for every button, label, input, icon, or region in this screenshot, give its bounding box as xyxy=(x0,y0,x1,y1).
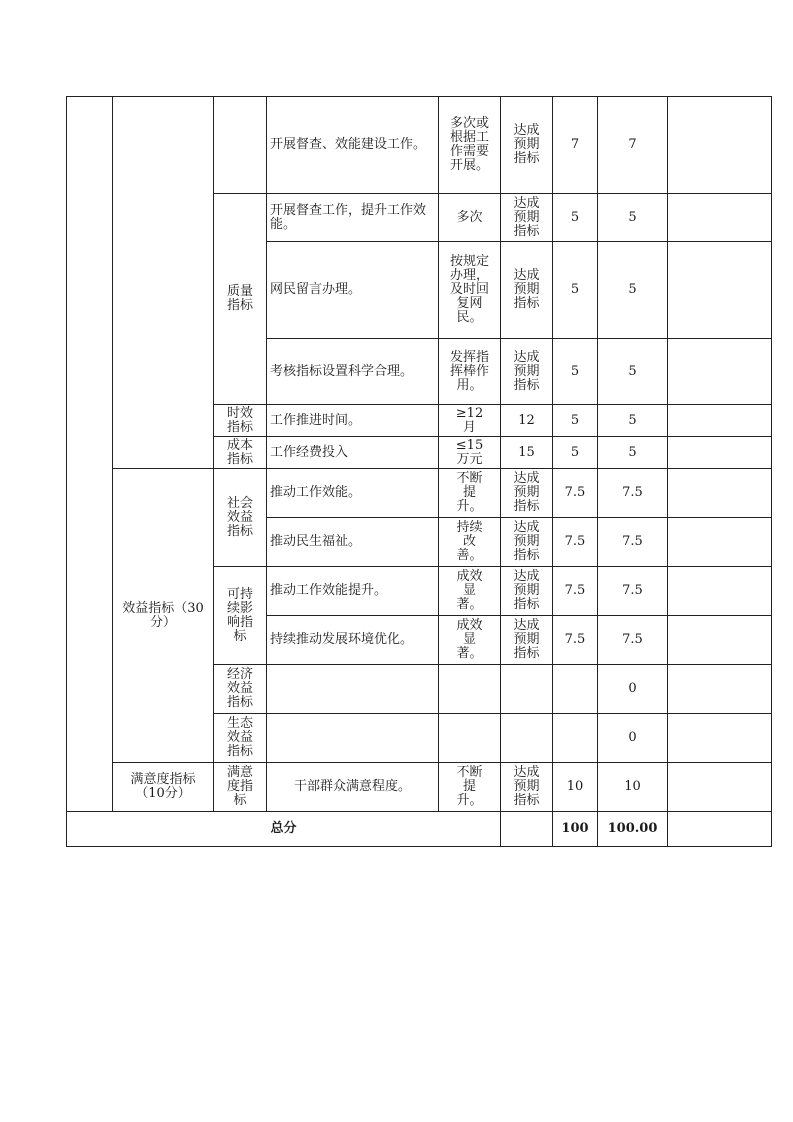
level2-cell: 满意度指标（10分） xyxy=(113,763,214,812)
total-label: 总分 xyxy=(67,812,501,847)
score-cell: 7 xyxy=(598,97,668,194)
score-cell: 0 xyxy=(598,665,668,714)
actual-cell: 达成预期指标 xyxy=(501,616,553,665)
score-cell: 7.5 xyxy=(598,616,668,665)
indicator-cell xyxy=(267,714,439,763)
indicator-cell: 推动民生福祉。 xyxy=(267,518,439,567)
score-cell: 5 xyxy=(598,242,668,339)
target-cell: 成效显著。 xyxy=(439,616,501,665)
note-cell xyxy=(668,194,772,242)
indicator-cell: 考核指标设置科学合理。 xyxy=(267,339,439,405)
score-cell: 0 xyxy=(598,714,668,763)
note-cell xyxy=(668,567,772,616)
total-score-cell: 100.00 xyxy=(598,812,668,847)
note-cell xyxy=(668,339,772,405)
target-cell: 不断提升。 xyxy=(439,469,501,518)
score-cell: 5 xyxy=(598,405,668,437)
level2-cell xyxy=(113,97,214,469)
note-cell xyxy=(668,97,772,194)
level2-cell: 效益指标（30分） xyxy=(113,469,214,763)
target-cell: ≥12月 xyxy=(439,405,501,437)
score-cell: 5 xyxy=(598,437,668,469)
weight-cell: 5 xyxy=(553,194,598,242)
table-row xyxy=(67,763,772,812)
score-cell: 5 xyxy=(598,194,668,242)
level3-cell: 质量指标 xyxy=(214,194,267,405)
weight-cell: 5 xyxy=(553,405,598,437)
actual-cell: 达成预期指标 xyxy=(501,242,553,339)
note-cell xyxy=(668,665,772,714)
total-actual-cell xyxy=(501,812,553,847)
total-weight-cell: 100 xyxy=(553,812,598,847)
note-cell xyxy=(668,242,772,339)
actual-cell: 达成预期指标 xyxy=(501,339,553,405)
indicator-cell: 工作推进时间。 xyxy=(267,405,439,437)
indicator-cell: 推动工作效能提升。 xyxy=(267,567,439,616)
level3-cell: 经济效益指标 xyxy=(214,665,267,714)
target-cell: ≤15万元 xyxy=(439,437,501,469)
score-cell: 5 xyxy=(598,339,668,405)
indicator-cell: 开展督查、效能建设工作。 xyxy=(267,97,439,194)
note-cell xyxy=(668,518,772,567)
actual-cell: 12 xyxy=(501,405,553,437)
target-cell xyxy=(439,714,501,763)
level3-cell: 生态效益指标 xyxy=(214,714,267,763)
target-cell xyxy=(439,665,501,714)
level3-cell: 满意度指标 xyxy=(214,763,267,812)
actual-cell xyxy=(501,714,553,763)
total-row xyxy=(67,812,772,847)
indicator-cell xyxy=(267,665,439,714)
score-cell: 7.5 xyxy=(598,518,668,567)
total-note-cell xyxy=(668,812,772,847)
level3-cell: 成本指标 xyxy=(214,437,267,469)
weight-cell: 7.5 xyxy=(553,469,598,518)
indicator-cell: 网民留言办理。 xyxy=(267,242,439,339)
weight-cell: 7.5 xyxy=(553,616,598,665)
performance-evaluation-table xyxy=(66,96,772,847)
weight-cell: 5 xyxy=(553,242,598,339)
level3-cell: 社会效益指标 xyxy=(214,469,267,567)
target-cell: 发挥指挥棒作用。 xyxy=(439,339,501,405)
score-cell: 7.5 xyxy=(598,469,668,518)
table-row xyxy=(67,97,772,194)
note-cell xyxy=(668,616,772,665)
indicator-cell: 干部群众满意程度。 xyxy=(267,763,439,812)
target-cell: 按规定办理，及时回复网民。 xyxy=(439,242,501,339)
weight-cell: 5 xyxy=(553,339,598,405)
indicator-cell: 推动工作效能。 xyxy=(267,469,439,518)
actual-cell: 15 xyxy=(501,437,553,469)
weight-cell: 7 xyxy=(553,97,598,194)
level1-cell xyxy=(67,97,113,812)
note-cell xyxy=(668,437,772,469)
weight-cell: 10 xyxy=(553,763,598,812)
actual-cell: 达成预期指标 xyxy=(501,518,553,567)
note-cell xyxy=(668,714,772,763)
target-cell: 多次 xyxy=(439,194,501,242)
indicator-cell: 开展督查工作，提升工作效能。 xyxy=(267,194,439,242)
table-row xyxy=(67,469,772,518)
weight-cell xyxy=(553,714,598,763)
target-cell: 成效显著。 xyxy=(439,567,501,616)
target-cell: 持续改善。 xyxy=(439,518,501,567)
indicator-cell: 持续推动发展环境优化。 xyxy=(267,616,439,665)
level3-cell xyxy=(214,97,267,194)
actual-cell: 达成预期指标 xyxy=(501,469,553,518)
weight-cell: 7.5 xyxy=(553,567,598,616)
note-cell xyxy=(668,405,772,437)
actual-cell: 达成预期指标 xyxy=(501,194,553,242)
score-cell: 7.5 xyxy=(598,567,668,616)
target-cell: 多次或根据工作需要开展。 xyxy=(439,97,501,194)
actual-cell: 达成预期指标 xyxy=(501,97,553,194)
note-cell xyxy=(668,763,772,812)
weight-cell xyxy=(553,665,598,714)
actual-cell: 达成预期指标 xyxy=(501,567,553,616)
weight-cell: 7.5 xyxy=(553,518,598,567)
target-cell: 不断提升。 xyxy=(439,763,501,812)
level3-cell: 可持续影响指标 xyxy=(214,567,267,665)
weight-cell: 5 xyxy=(553,437,598,469)
actual-cell: 达成预期指标 xyxy=(501,763,553,812)
actual-cell xyxy=(501,665,553,714)
indicator-cell: 工作经费投入 xyxy=(267,437,439,469)
note-cell xyxy=(668,469,772,518)
score-cell: 10 xyxy=(598,763,668,812)
level3-cell: 时效指标 xyxy=(214,405,267,437)
